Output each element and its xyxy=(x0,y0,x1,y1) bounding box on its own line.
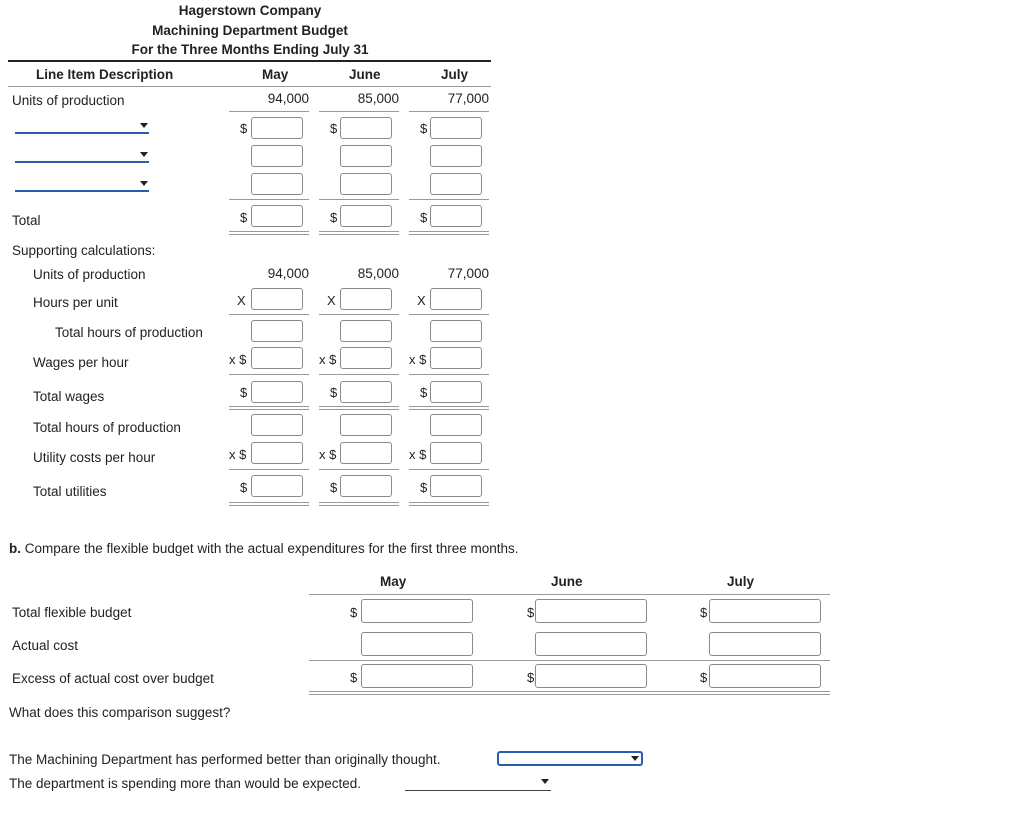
part-b-letter: b. xyxy=(9,541,21,556)
total-june-input[interactable] xyxy=(340,205,392,227)
utilities-double-rule xyxy=(319,502,399,506)
total-hours2-label: Total hours of production xyxy=(33,420,181,435)
dollar-sign: $ xyxy=(350,605,358,620)
line3-may-input[interactable] xyxy=(251,173,303,195)
times-dollar-sign: x $ xyxy=(319,352,337,367)
line2-june-input[interactable] xyxy=(340,145,392,167)
col-may-header: May xyxy=(262,67,289,82)
supp-units-july: 77,000 xyxy=(447,266,489,281)
total-july-input[interactable] xyxy=(430,205,482,227)
line-item-select-3[interactable] xyxy=(15,178,149,192)
wages-per-hour-may[interactable] xyxy=(251,347,303,369)
dollar-sign: $ xyxy=(240,480,248,495)
b-col-june: June xyxy=(551,574,583,589)
wages-per-hour-july[interactable] xyxy=(430,347,482,369)
hours-rule xyxy=(409,314,489,315)
utility-per-hour-june[interactable] xyxy=(340,442,392,464)
wages-rule xyxy=(409,374,489,375)
total-hours-june[interactable] xyxy=(340,320,392,342)
dollar-sign: $ xyxy=(350,670,358,685)
dollar-sign: $ xyxy=(527,605,535,620)
line3-july-input[interactable] xyxy=(430,173,482,195)
utility-per-hour-july[interactable] xyxy=(430,442,482,464)
hours-per-unit-july[interactable] xyxy=(430,288,482,310)
hours-rule xyxy=(319,314,399,315)
flexible-may-input[interactable] xyxy=(361,599,473,623)
utilities-double-rule xyxy=(229,502,309,506)
b-double-rule xyxy=(309,691,830,695)
dollar-sign: $ xyxy=(240,210,248,225)
wages-rule xyxy=(319,374,399,375)
line3-june-input[interactable] xyxy=(340,173,392,195)
chevron-down-icon xyxy=(140,123,148,128)
hours-per-unit-label: Hours per unit xyxy=(33,295,118,310)
b-col-july: July xyxy=(727,574,755,589)
units-july-rule xyxy=(409,111,489,112)
units-label: Units of production xyxy=(12,93,125,108)
total-utilities-june[interactable] xyxy=(340,475,392,497)
header-rule xyxy=(8,60,491,62)
units-may-rule xyxy=(229,111,309,112)
flexible-june-input[interactable] xyxy=(535,599,647,623)
actual-may-input[interactable] xyxy=(361,632,473,656)
dollar-sign: $ xyxy=(420,385,428,400)
comparison-question: What does this comparison suggest? xyxy=(9,705,231,720)
total-hours-july[interactable] xyxy=(430,320,482,342)
wages-rule xyxy=(229,374,309,375)
times-dollar-sign: x $ xyxy=(409,352,427,367)
dollar-sign: $ xyxy=(240,121,248,136)
wages-double-rule xyxy=(229,406,309,410)
row-actual-label: Actual cost xyxy=(12,638,79,653)
line2-may-input[interactable] xyxy=(251,145,303,167)
col-july-header: July xyxy=(441,67,469,82)
dollar-sign: $ xyxy=(420,480,428,495)
subtotal-rule xyxy=(409,199,489,200)
chevron-down-icon xyxy=(140,152,148,157)
total-double-rule xyxy=(319,231,399,235)
line1-june-input[interactable] xyxy=(340,117,392,139)
chevron-down-icon xyxy=(140,181,148,186)
subtotal-rule xyxy=(319,199,399,200)
col-header-rule xyxy=(8,86,491,87)
b-header-rule xyxy=(309,594,830,595)
utility-rule xyxy=(319,469,399,470)
subtotal-rule xyxy=(229,199,309,200)
total-hours2-june[interactable] xyxy=(340,414,392,436)
actual-july-input[interactable] xyxy=(709,632,821,656)
excess-july-input[interactable] xyxy=(709,664,821,688)
flexible-july-input[interactable] xyxy=(709,599,821,623)
utility-per-hour-label: Utility costs per hour xyxy=(33,450,156,465)
units-july: 77,000 xyxy=(447,91,489,106)
supp-units-label: Units of production xyxy=(33,267,146,282)
excess-may-input[interactable] xyxy=(361,664,473,688)
wages-double-rule xyxy=(409,406,489,410)
dollar-sign: $ xyxy=(420,210,428,225)
total-double-rule xyxy=(409,231,489,235)
total-utilities-label: Total utilities xyxy=(33,484,107,499)
col-desc-header: Line Item Description xyxy=(36,67,174,82)
b-col-may: May xyxy=(380,574,407,589)
units-may: 94,000 xyxy=(267,91,309,106)
utilities-double-rule xyxy=(409,502,489,506)
times-sign: X xyxy=(417,293,426,308)
times-dollar-sign: x $ xyxy=(229,447,247,462)
times-dollar-sign: x $ xyxy=(319,447,337,462)
chevron-down-icon xyxy=(541,779,549,784)
dollar-sign: $ xyxy=(700,670,708,685)
line1-may-input[interactable] xyxy=(251,117,303,139)
units-june: 85,000 xyxy=(357,91,399,106)
hours-per-unit-june[interactable] xyxy=(340,288,392,310)
b-subtotal-rule xyxy=(309,660,830,661)
supp-units-june: 85,000 xyxy=(357,266,399,281)
line1-july-input[interactable] xyxy=(430,117,482,139)
dollar-sign: $ xyxy=(527,670,535,685)
utility-rule xyxy=(229,469,309,470)
budget-period: For the Three Months Ending July 31 xyxy=(131,42,369,57)
dollar-sign: $ xyxy=(700,605,708,620)
total-utilities-may[interactable] xyxy=(251,475,303,497)
utility-per-hour-may[interactable] xyxy=(251,442,303,464)
total-hours-may[interactable] xyxy=(251,320,303,342)
chevron-down-icon xyxy=(631,756,639,761)
row-flexible-label: Total flexible budget xyxy=(12,605,132,620)
total-may-input[interactable] xyxy=(251,205,303,227)
actual-june-input[interactable] xyxy=(535,632,647,656)
excess-june-input[interactable] xyxy=(535,664,647,688)
hours-rule xyxy=(229,314,309,315)
company-name: Hagerstown Company xyxy=(178,3,322,18)
total-hours2-may[interactable] xyxy=(251,414,303,436)
line-item-select-2[interactable] xyxy=(15,149,149,163)
statement-1: The Machining Department has performed better than originally thought. xyxy=(9,752,441,767)
times-sign: X xyxy=(237,293,246,308)
times-dollar-sign: x $ xyxy=(409,447,427,462)
statement-2: The department is spending more than would be expected. xyxy=(9,776,361,791)
utility-rule xyxy=(409,469,489,470)
dollar-sign: $ xyxy=(330,480,338,495)
times-dollar-sign: x $ xyxy=(229,352,247,367)
line2-july-input[interactable] xyxy=(430,145,482,167)
wages-per-hour-label: Wages per hour xyxy=(33,355,129,370)
supp-units-may: 94,000 xyxy=(267,266,309,281)
total-double-rule xyxy=(229,231,309,235)
times-sign: X xyxy=(327,293,336,308)
dollar-sign: $ xyxy=(240,385,248,400)
wages-double-rule xyxy=(319,406,399,410)
dollar-sign: $ xyxy=(420,121,428,136)
part-b-prompt xyxy=(9,541,519,556)
total-wages-may[interactable] xyxy=(251,381,303,403)
hours-per-unit-may[interactable] xyxy=(251,288,303,310)
total-wages-label: Total wages xyxy=(33,389,105,404)
budget-title: Machining Department Budget xyxy=(152,23,348,38)
col-june-header: June xyxy=(349,67,381,82)
statement-2-select[interactable] xyxy=(405,776,551,791)
part-b-text: Compare the flexible budget with the actual expenditures for the first three months. xyxy=(24,541,519,556)
dollar-sign: $ xyxy=(330,121,338,136)
total-hours-label: Total hours of production xyxy=(55,325,203,340)
row-excess-label: Excess of actual cost over budget xyxy=(12,671,214,686)
total-wages-june[interactable] xyxy=(340,381,392,403)
total-label: Total xyxy=(12,213,41,228)
line-item-select-1[interactable] xyxy=(15,120,149,134)
supporting-title: Supporting calculations: xyxy=(12,243,156,258)
statement-1-select[interactable] xyxy=(497,751,643,766)
wages-per-hour-june[interactable] xyxy=(340,347,392,369)
total-wages-july[interactable] xyxy=(430,381,482,403)
total-utilities-july[interactable] xyxy=(430,475,482,497)
dollar-sign: $ xyxy=(330,385,338,400)
units-june-rule xyxy=(319,111,399,112)
dollar-sign: $ xyxy=(330,210,338,225)
total-hours2-july[interactable] xyxy=(430,414,482,436)
